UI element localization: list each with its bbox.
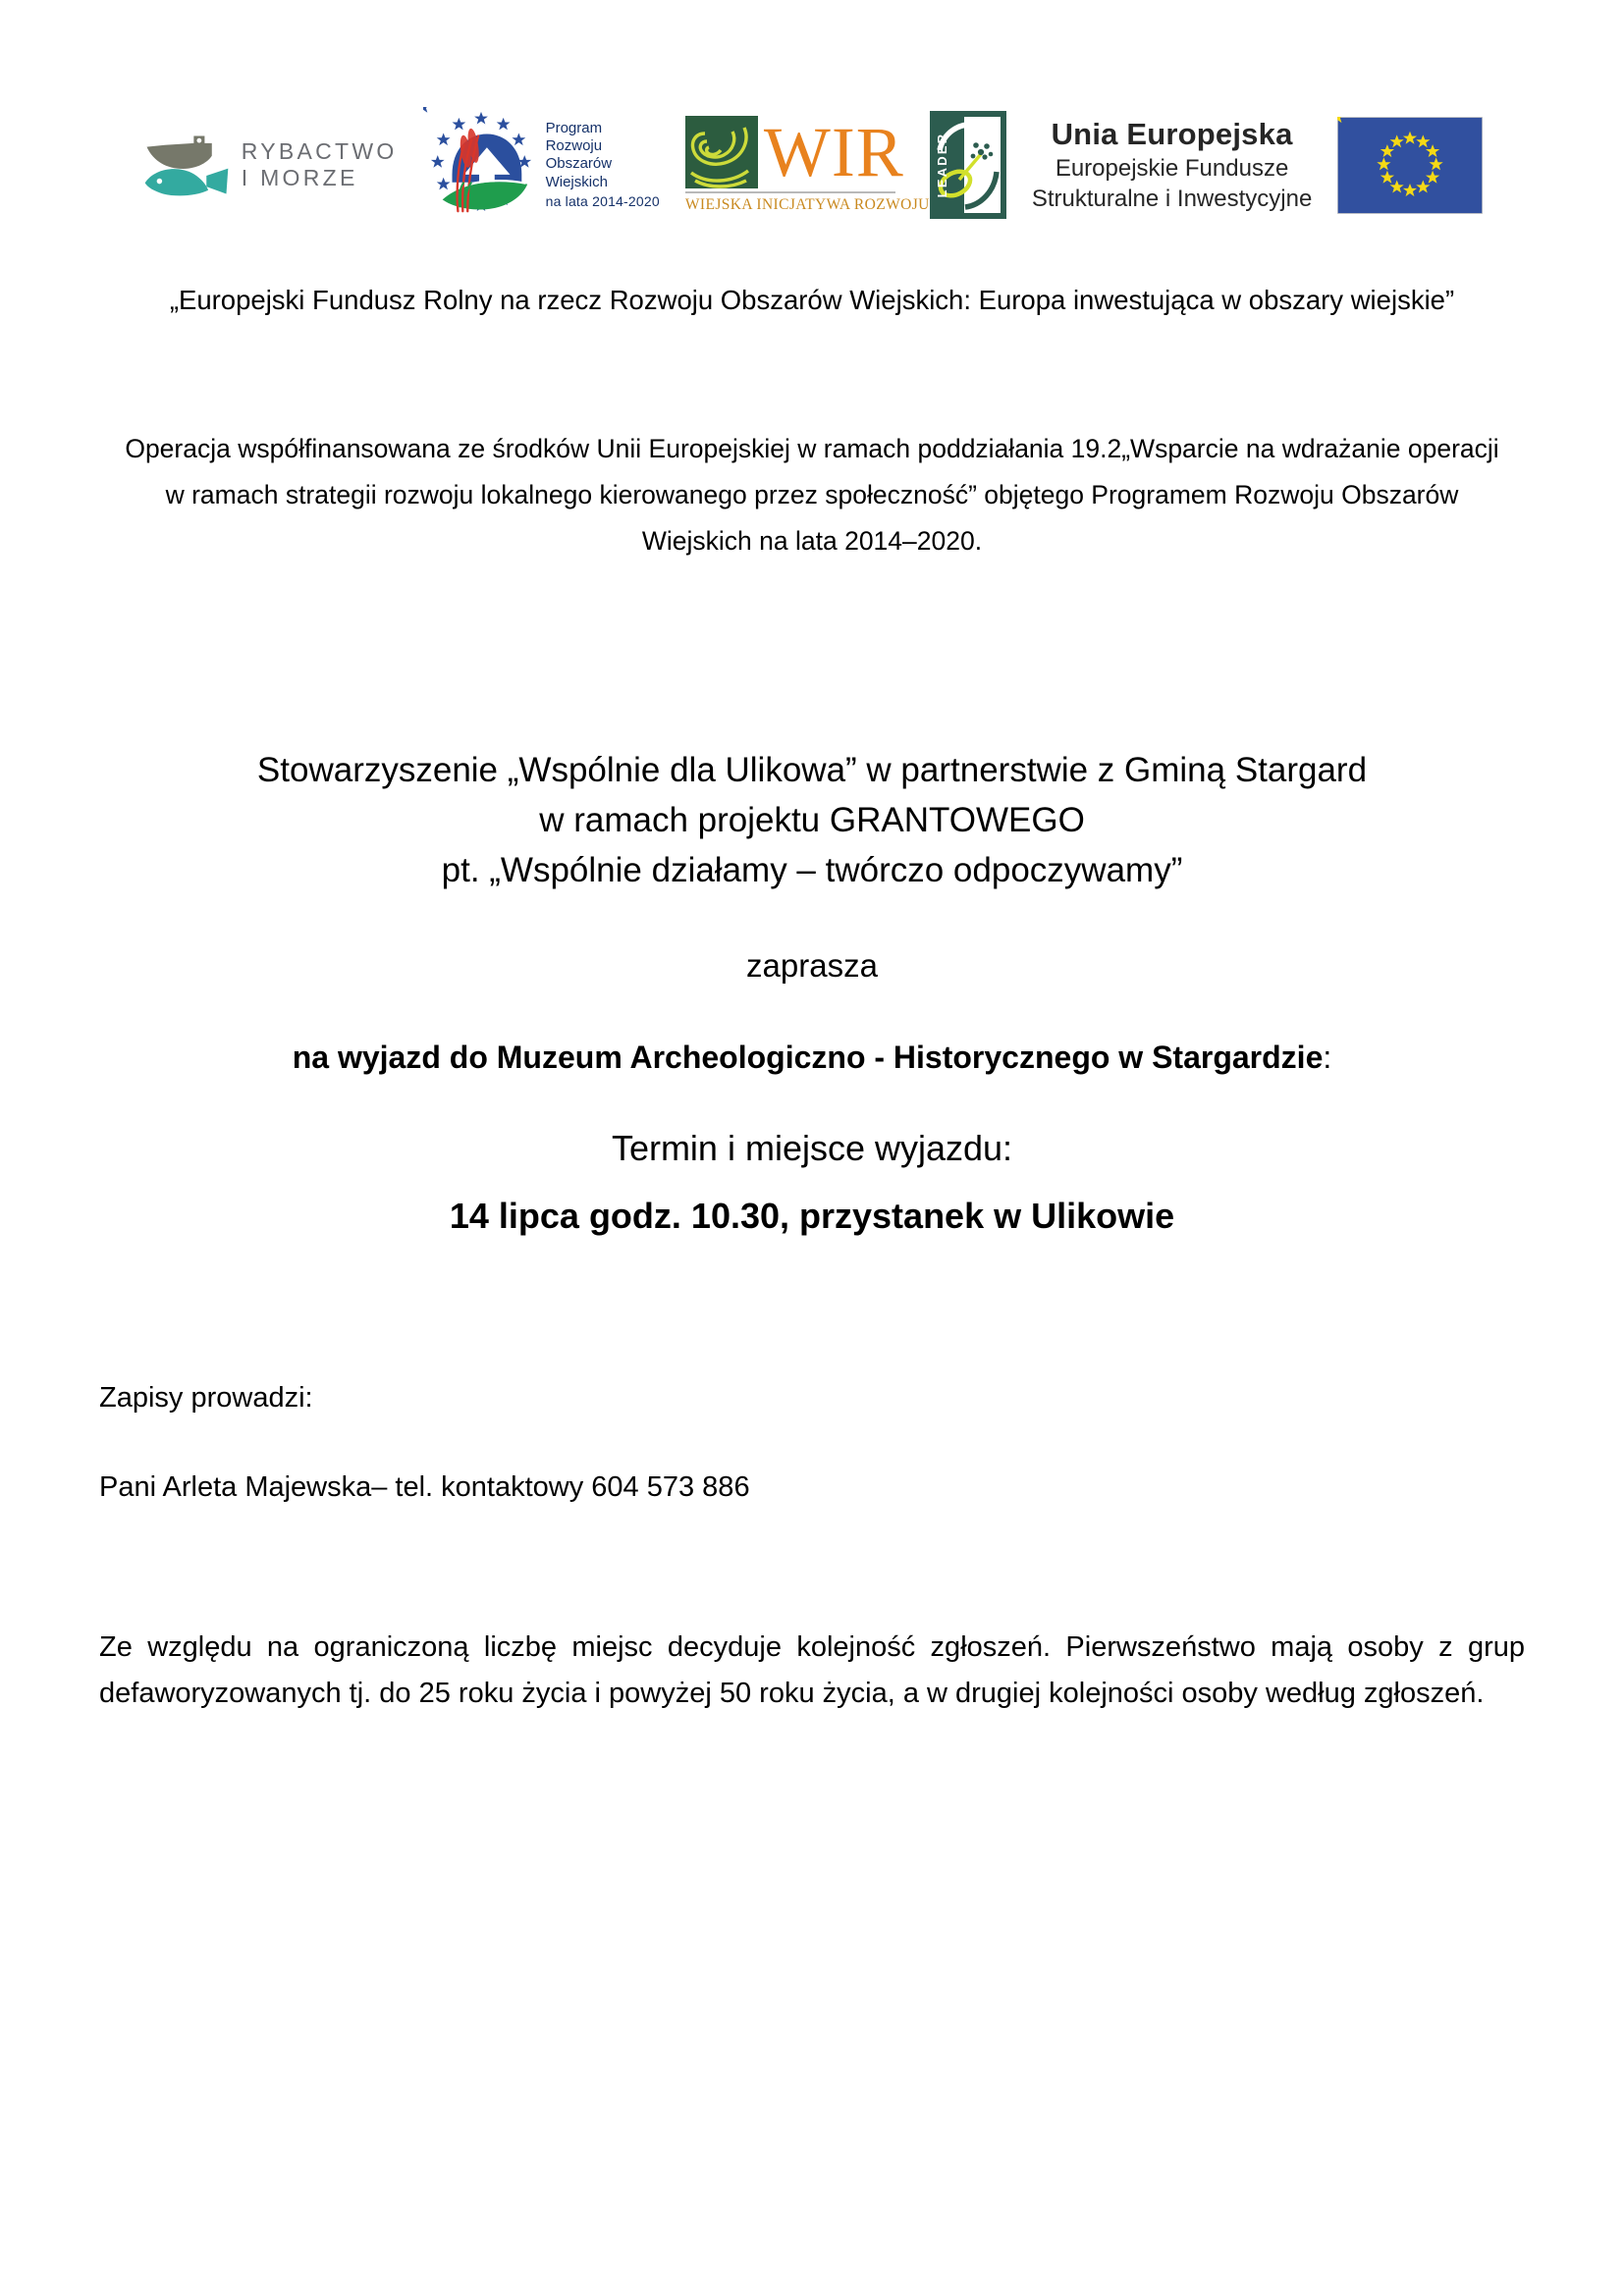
invite-verb: zaprasza <box>746 947 878 985</box>
boat-and-fish-icon <box>141 131 232 199</box>
organizer-line-3: pt. „Wspólnie działamy – twórczo odpoczywamy” <box>441 850 1183 889</box>
wir-spiral-icon <box>685 116 758 188</box>
wir-wordmark: WIR <box>763 112 904 191</box>
invitation-block <box>99 746 1525 1242</box>
rybactwo-i-morze-logo <box>141 131 398 199</box>
prow-years: na lata 2014-2020 <box>545 193 660 210</box>
wir-divider <box>685 191 895 193</box>
prow-logo <box>423 107 660 223</box>
date-value: 14 lipca godz. 10.30, przystanek w Ulikowie <box>449 1195 1175 1236</box>
prow-line-3: Obszarów <box>545 155 613 173</box>
date-label: Termin i miejsce wyjazdu: <box>611 1128 1013 1169</box>
rybactwo-line-1: RYBACTWO <box>241 137 398 164</box>
unia-line-1: Unia Europejska <box>1051 117 1293 152</box>
contact-line: Pani Arleta Majewska– tel. kontaktowy 604 573 886 <box>99 1471 750 1503</box>
prow-line-1: Program <box>545 119 603 136</box>
trip-heading-colon: : <box>1323 1040 1332 1076</box>
unia-line-3: Strukturalne i Inwestycyjne <box>1031 185 1313 212</box>
organizer-line-1: Stowarzyszenie „Wspólnie dla Ulikowa” w partnerstwie z Gminą Stargard <box>256 751 1368 789</box>
unia-line-2: Europejskie Fundusze <box>1055 155 1289 183</box>
leader-logo <box>930 111 1006 219</box>
prow-text-block <box>546 120 660 210</box>
prow-line-4: Wiejskich <box>545 173 608 190</box>
signups-label: Zapisy prowadzi: <box>99 1382 313 1414</box>
efrow-motto: „Europejski Fundusz Rolny na rzecz Rozwoju Obszarów Wiejskich: Europa inwestująca w obszary wiejskie” <box>169 285 1455 315</box>
leader-emblem-icon <box>930 111 1006 219</box>
organizer-line-2: w ramach projektu GRANTOWEGO <box>539 800 1085 839</box>
trip-heading-text: na wyjazd do Muzeum Archeologiczno - Historycznego w Stargardzie <box>292 1040 1324 1076</box>
eu-flag <box>1337 117 1483 214</box>
unia-europejska-label <box>1032 115 1312 214</box>
leader-wordmark: LEADER <box>934 132 949 198</box>
trip-heading <box>99 1035 1525 1080</box>
wir-subtitle: WIEJSKA INICJATYWA ROZWOJU <box>684 196 930 213</box>
rybactwo-line-2: I MORZE <box>241 165 358 190</box>
wir-logo <box>684 112 930 214</box>
eu-flag-icon <box>1337 117 1483 214</box>
prow-emblem-icon <box>423 107 539 223</box>
eligibility-notice: Ze względu na ograniczoną liczbę miejsc decyduje kolejność zgłoszeń. Pierwszeństwo mają osoby z grup defaworyzowanych tj. do 25 roku życia i powyżej 50 roku życia, a w drugiej kolejności osoby według zgłoszeń. <box>99 1631 1525 1709</box>
prow-line-2: Rozwoju <box>545 137 603 155</box>
logo-bar <box>0 106 1624 224</box>
funding-paragraph: Operacja współfinansowana ze środków Unii Europejskiej w ramach poddziałania 19.2„Wsparcie na wdrażanie operacji w ramach strategii rozwoju lokalnego kierowanego przez społeczność” objętego Programem Rozwoju Obszarów Wiejskich na lata 2014–2020. <box>125 434 1499 557</box>
